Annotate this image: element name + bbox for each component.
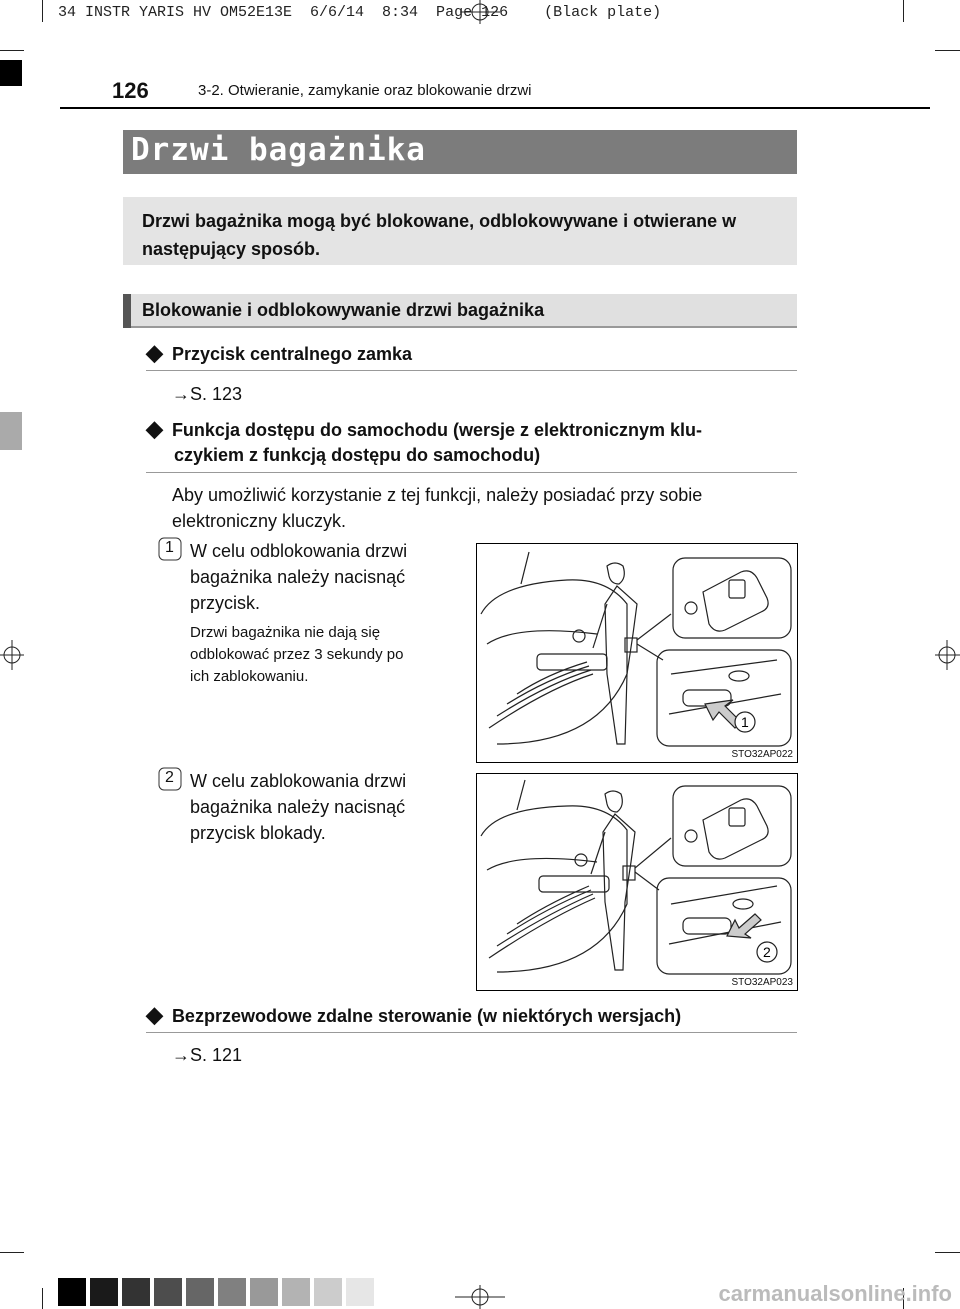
step-number: 1 (165, 539, 174, 556)
step-number: 2 (165, 769, 174, 786)
bullet-heading (146, 1002, 681, 1029)
crop-mark (0, 50, 24, 51)
page-reference[interactable]: →S. 121 (172, 1045, 243, 1065)
intro-text: Drzwi bagażnika mogą być blokowane, odblokowywane i otwierane w następujący sposób. (142, 211, 737, 259)
bullet-title: Funkcja dostępu do samochodu (wersje z elektronicznym klu- (171, 420, 703, 440)
bullet-title-continued: czykiem z funkcją dostępu do samochodu) (174, 445, 541, 465)
illustration-lock (476, 773, 798, 991)
step-text: przycisk. (190, 593, 261, 613)
diamond-icon: ◆ (146, 1002, 163, 1027)
car-rear-illustration (477, 774, 797, 990)
step-text: bagażnika należy nacisnąć (190, 797, 406, 817)
color-swatch (186, 1278, 214, 1306)
color-swatch (250, 1278, 278, 1306)
section-heading: Blokowanie i odblokowywanie drzwi bagażnika (142, 300, 545, 320)
bullet-heading (146, 340, 412, 367)
illustration-unlock (476, 543, 798, 763)
color-swatch (58, 1278, 86, 1306)
color-swatch (218, 1278, 246, 1306)
crop-mark (42, 1288, 43, 1309)
access-text: elektroniczny kluczyk. (172, 511, 347, 531)
page-title-bar (123, 130, 797, 174)
figure-callout: 2 (763, 944, 771, 960)
step-note: odblokować przez 3 sekundy po (190, 646, 404, 663)
print-slug: 34 INSTR YARIS HV OM52E13E 6/6/14 8:34 Page 126 (Black plate) (58, 4, 662, 21)
figure-code: STO32AP023 (731, 977, 793, 988)
bullet-rule (146, 472, 797, 473)
step-text: bagażnika należy nacisnąć (190, 567, 406, 587)
crop-mark (935, 1252, 960, 1253)
crop-mark (903, 0, 904, 22)
color-swatch (346, 1278, 374, 1306)
page-reference[interactable]: →S. 123 (172, 384, 243, 404)
registration-mark (0, 640, 24, 670)
registration-mark (935, 640, 960, 670)
page-number: 126 (112, 78, 149, 103)
bullet-title: Przycisk centralnego zamka (171, 344, 413, 364)
step-note: ich zablokowaniu. (190, 668, 309, 685)
section-stripe (123, 294, 131, 328)
crop-mark (0, 1252, 24, 1253)
car-rear-illustration (477, 544, 797, 762)
section-heading-bar (123, 294, 797, 328)
bullet-heading (146, 416, 702, 443)
color-swatch (314, 1278, 342, 1306)
bullet-rule (146, 370, 797, 371)
access-text: Aby umożliwić korzystanie z tej funkcji, należy posiadać przy sobie (172, 485, 703, 505)
running-head: 3-2. Otwieranie, zamykanie oraz blokowanie drzwi (198, 82, 532, 99)
diamond-icon: ◆ (146, 416, 163, 441)
chapter-tab (0, 412, 22, 450)
bullet-rule (146, 1032, 797, 1033)
diamond-icon: ◆ (146, 340, 163, 365)
color-swatch (122, 1278, 150, 1306)
page-title: Drzwi bagażnika (131, 132, 426, 168)
step-text: W celu zablokowania drzwi (190, 771, 407, 791)
crop-mark (935, 50, 960, 51)
figure-callout: 1 (741, 714, 749, 730)
header-rule (60, 107, 930, 109)
registration-mark (455, 1285, 505, 1309)
color-swatch (154, 1278, 182, 1306)
step-text: W celu odblokowania drzwi (190, 541, 408, 561)
figure-code: STO32AP022 (731, 749, 793, 760)
bullet-title: Bezprzewodowe zdalne sterowanie (w niektórych wersjach) (171, 1006, 682, 1026)
watermark: carmanualsonline.info (718, 1281, 952, 1306)
registration-mark (460, 0, 500, 24)
intro-box (123, 197, 797, 265)
crop-mark (42, 0, 43, 22)
crop-mark (0, 60, 22, 86)
step-text: przycisk blokady. (190, 823, 326, 843)
step-note: Drzwi bagażnika nie dają się (190, 624, 381, 641)
color-swatch (282, 1278, 310, 1306)
color-swatch (90, 1278, 118, 1306)
